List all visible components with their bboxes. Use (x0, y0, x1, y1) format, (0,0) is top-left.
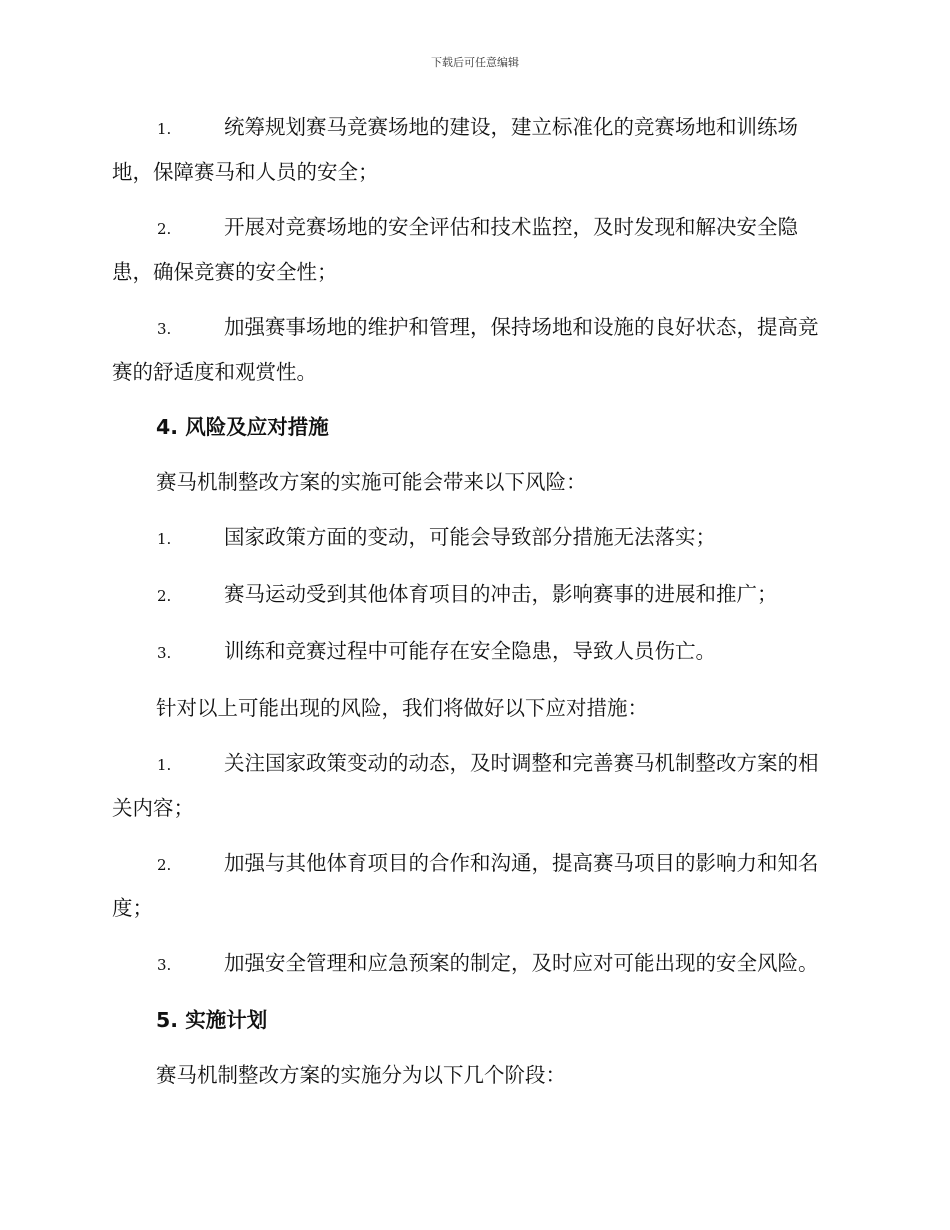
list-item-text: 加强安全管理和应急预案的制定，及时应对可能出现的安全风险。 (224, 951, 819, 975)
list-item-text: 关注国家政策变动的动态，及时调整和完善赛马机制整改方案的相关内容； (112, 751, 819, 820)
section-heading: 5. 实施计划 (156, 1008, 268, 1032)
paragraph: 赛马机制整改方案的实施分为以下几个阶段： (156, 1063, 566, 1087)
list-item-text: 赛马运动受到其他体育项目的冲击，影响赛事的进展和推广； (224, 582, 778, 606)
list-item-number: 3. (157, 644, 172, 662)
list-item (112, 742, 834, 830)
list-item (112, 206, 834, 294)
list-item (112, 573, 834, 618)
list-item-number: 2. (157, 587, 172, 605)
list-item-number: 3. (157, 956, 172, 974)
list-item (112, 106, 834, 194)
list-item-text: 加强赛事场地的维护和管理，保持场地和设施的良好状态，提高竞赛的舒适度和观赏性。 (112, 315, 819, 384)
list-item (112, 306, 834, 394)
paragraph: 针对以上可能出现的风险，我们将做好以下应对措施： (156, 696, 648, 720)
list-item-number: 2. (157, 220, 172, 238)
page-header: 下载后可任意编辑 (431, 56, 519, 69)
list-item (112, 630, 834, 675)
list-item-text: 加强与其他体育项目的合作和沟通，提高赛马项目的影响力和知名度； (112, 851, 819, 920)
list-item-number: 1. (157, 530, 172, 548)
list-item-text: 训练和竞赛过程中可能存在安全隐患，导致人员伤亡。 (224, 639, 716, 663)
list-item-text: 统筹规划赛马竞赛场地的建设，建立标准化的竞赛场地和训练场地，保障赛马和人员的安全； (112, 115, 798, 184)
list-item-number: 2. (157, 856, 172, 874)
list-item-number: 1. (157, 756, 172, 774)
list-item-number: 1. (157, 120, 172, 138)
list-item-text: 开展对竞赛场地的安全评估和技术监控，及时发现和解决安全隐患，确保竞赛的安全性； (112, 215, 798, 284)
document-body (112, 106, 834, 1109)
list-item (112, 842, 834, 930)
list-item-text: 国家政策方面的变动，可能会导致部分措施无法落实； (224, 525, 716, 549)
section-heading: 4. 风险及应对措施 (156, 415, 329, 439)
list-item (112, 516, 834, 561)
list-item (112, 942, 834, 987)
paragraph: 赛马机制整改方案的实施可能会带来以下风险： (156, 470, 587, 494)
list-item-number: 3. (157, 320, 172, 338)
